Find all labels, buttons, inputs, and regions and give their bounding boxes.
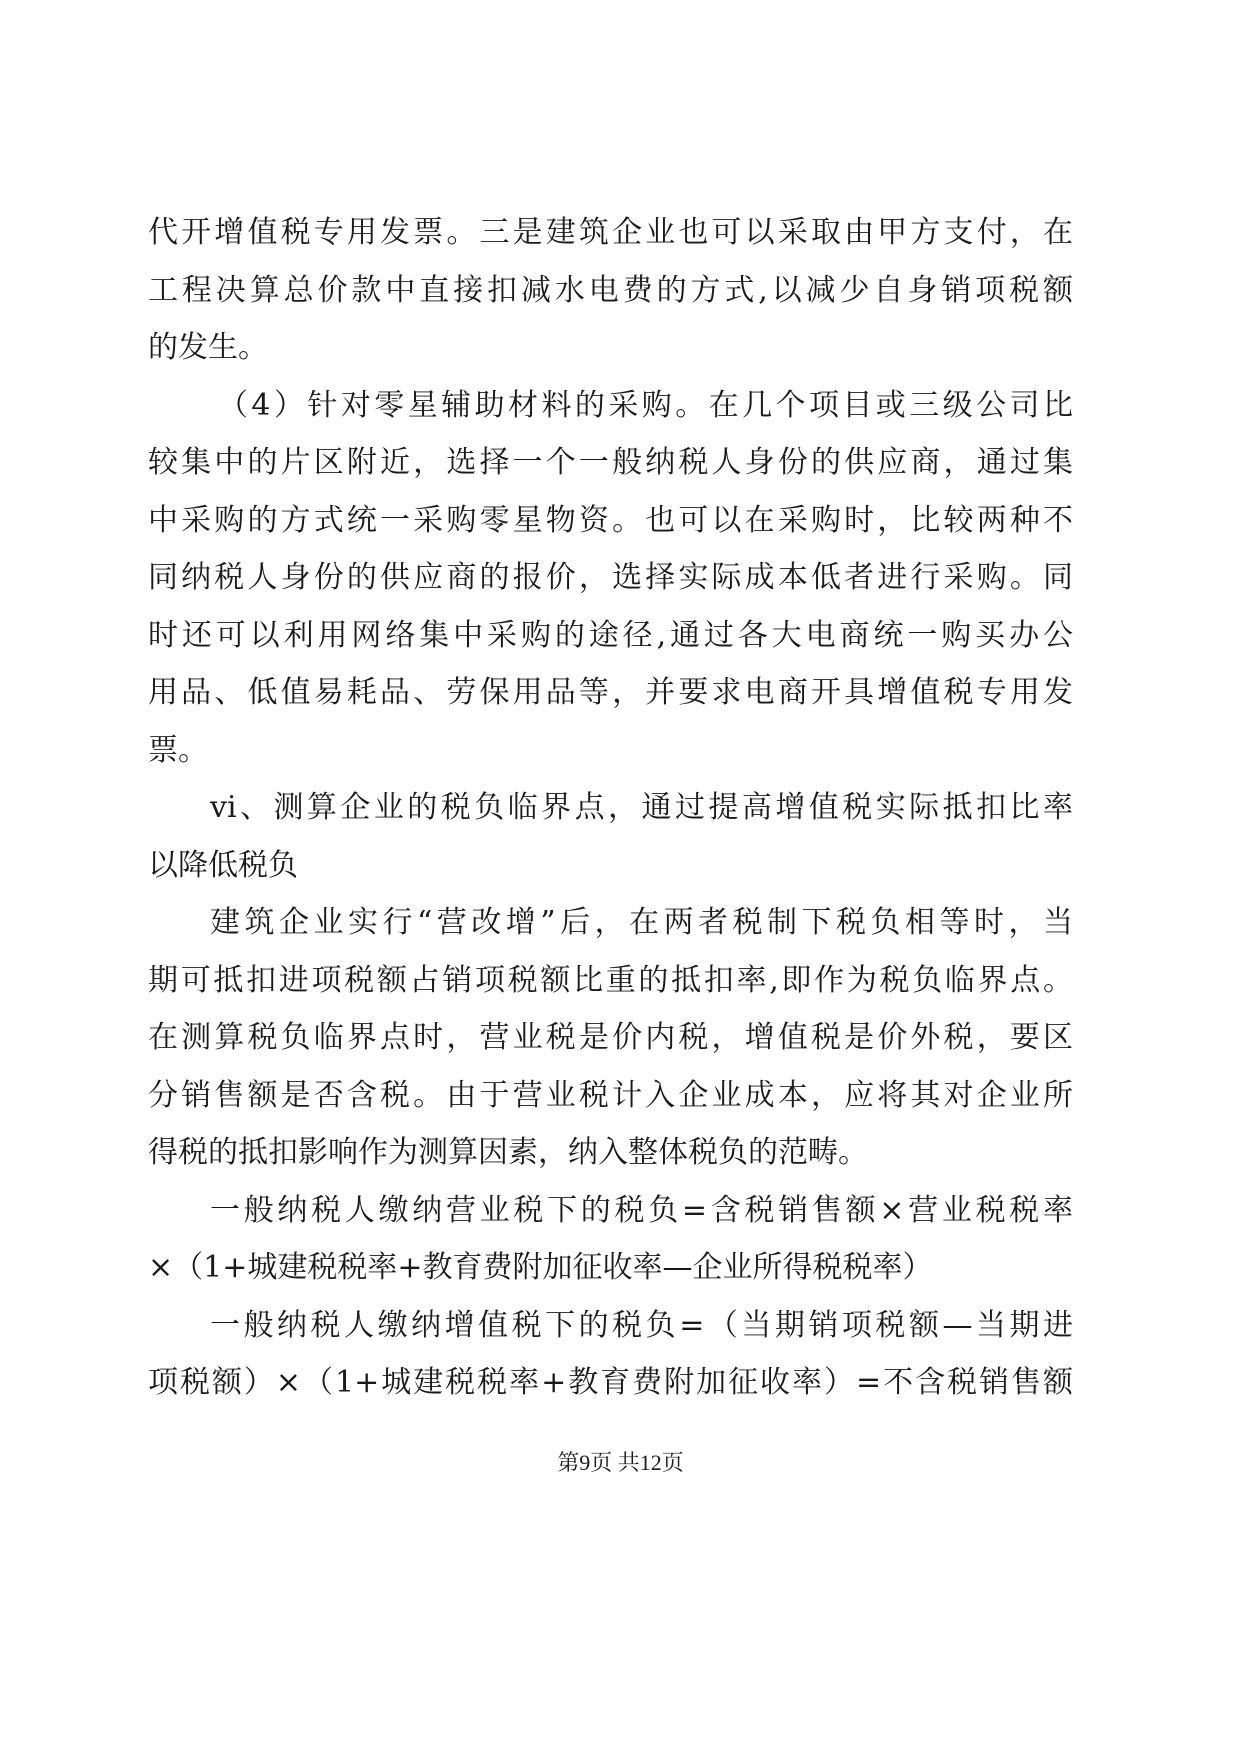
text-line: 得税的抵扣影响作为测算因素，纳入整体税负的范畴。 [148,1135,868,1170]
text-line: 的发生。 [148,330,268,365]
text-line: 期可抵扣进项税额占销项税额比重的抵扣率,即作为税负临界点。 [148,963,1073,998]
text-line: 票。 [148,733,208,768]
text-line: （4）针对零星辅助材料的采购。在几个项目或三级公司比 [218,388,1073,423]
section-heading-line: vi、测算企业的税负临界点，通过提高增值税实际抵扣比率 [210,790,1073,825]
text-line: 较集中的片区附近，选择一个一般纳税人身份的供应商，通过集 [148,445,1073,480]
formula-line: 项税额）×（1+城建税税率+教育费附加征收率）=不含税销售额 [148,1365,1073,1400]
text-line: 中采购的方式统一采购零星物资。也可以在采购时，比较两种不 [148,503,1073,538]
text-line: 分销售额是否含税。由于营业税计入企业成本，应将其对企业所 [148,1078,1073,1113]
text-line: 同纳税人身份的供应商的报价，选择实际成本低者进行采购。同 [148,560,1073,595]
formula-line: ×（1+城建税税率+教育费附加征收率—企业所得税税率） [148,1250,933,1285]
text-line: 代开增值税专用发票。三是建筑企业也可以采取由甲方支付，在 [148,215,1073,250]
text-line: 用品、低值易耗品、劳保用品等，并要求电商开具增值税专用发 [148,675,1073,710]
text-line: 在测算税负临界点时，营业税是价内税，增值税是价外税，要区 [148,1020,1073,1055]
text-line: 建筑企业实行“营改增”后，在两者税制下税负相等时，当 [210,905,1073,940]
formula-line: 一般纳税人缴纳增值税下的税负=（当期销项税额—当期进 [210,1308,1073,1343]
page-footer: 第9页 共12页 [557,1450,684,1475]
section-heading-line: 以降低税负 [148,848,298,883]
text-line: 工程决算总价款中直接扣减水电费的方式,以减少自身销项税额 [148,273,1073,308]
text-line: 时还可以利用网络集中采购的途径,通过各大电商统一购买办公 [148,618,1073,653]
formula-line: 一般纳税人缴纳营业税下的税负=含税销售额×营业税税率 [210,1193,1073,1228]
